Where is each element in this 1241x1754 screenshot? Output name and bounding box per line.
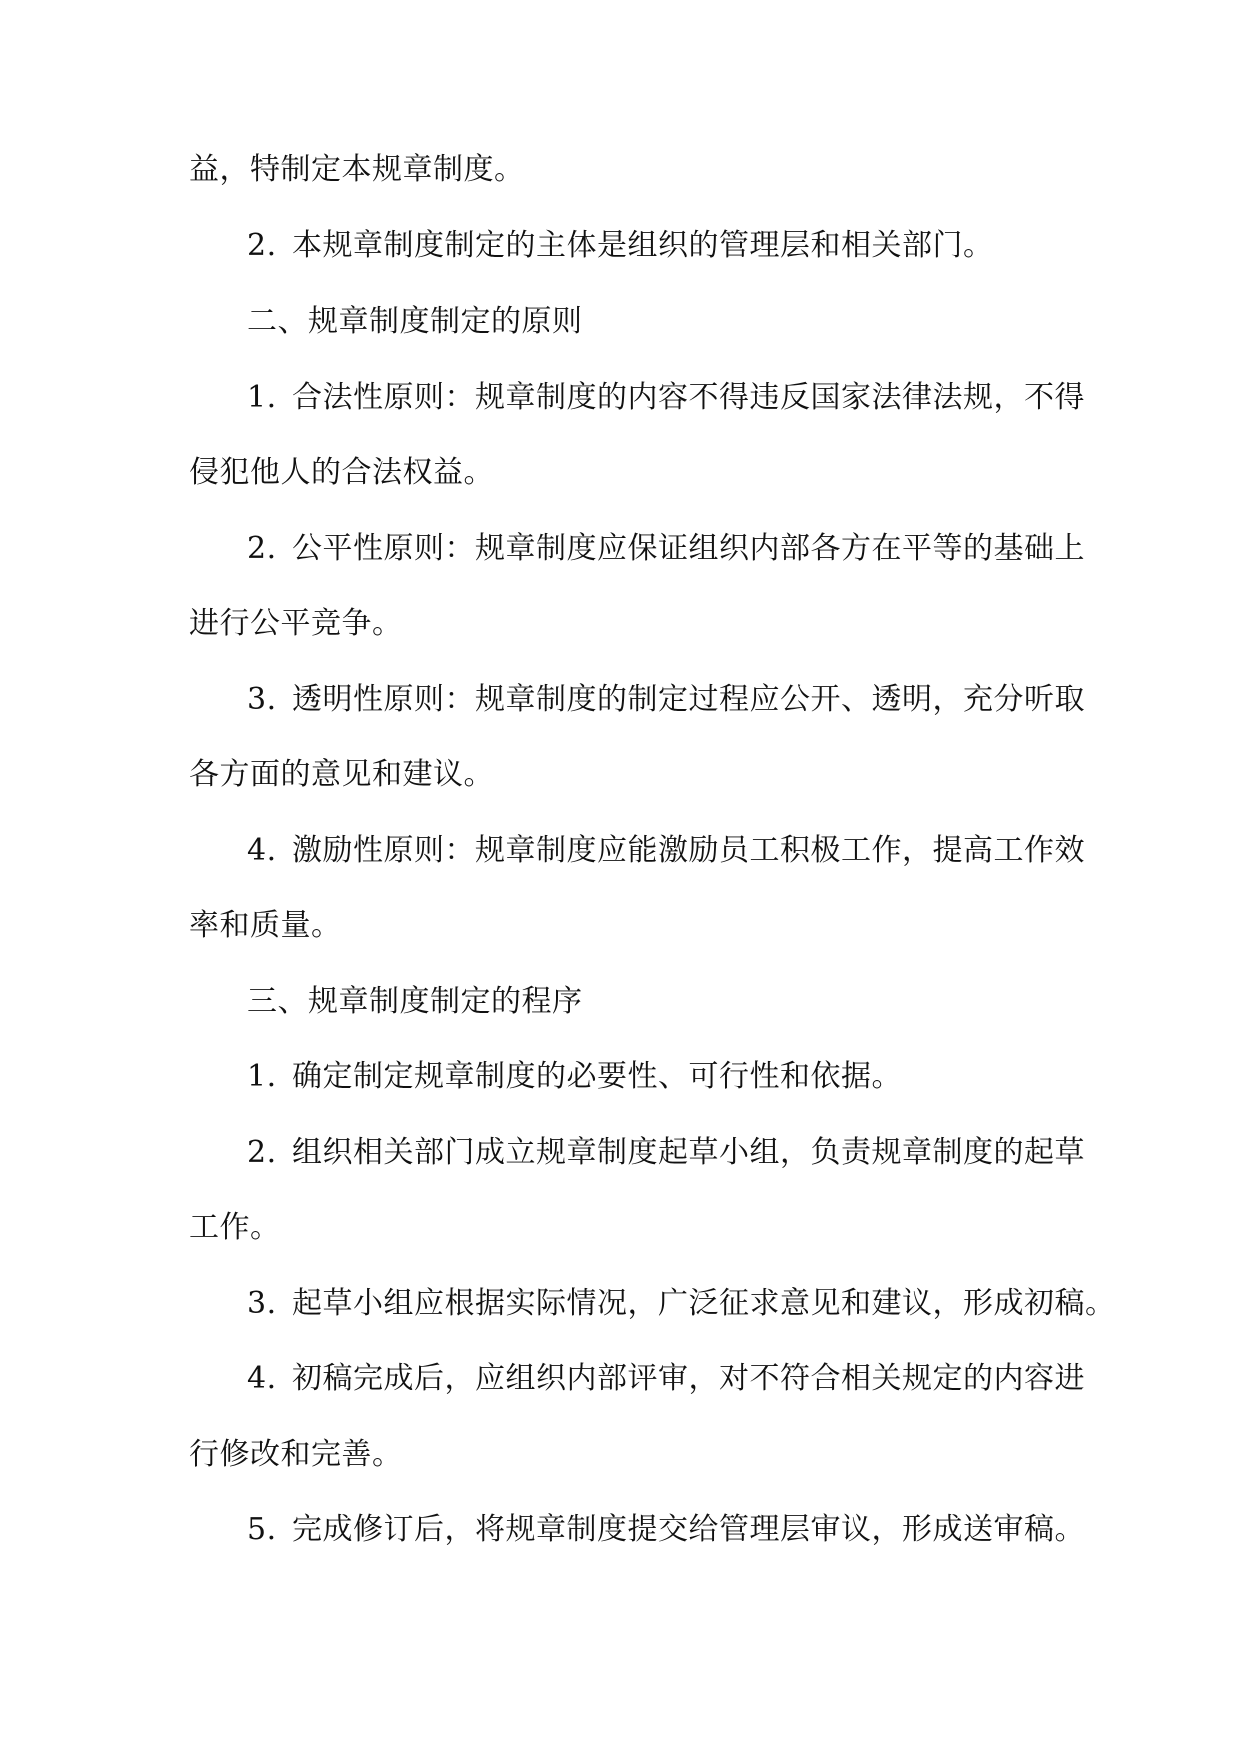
- list-item-line: [0, 1359, 1241, 1399]
- paragraph-line: [0, 1208, 1241, 1248]
- paragraph-line: [0, 755, 1241, 795]
- paragraph-line: [0, 453, 1241, 493]
- line-text: 起草小组应根据实际情况，广泛征求意见和建议，形成初稿。: [292, 1286, 1116, 1321]
- list-number: 2.: [247, 531, 277, 566]
- paragraph-line: [0, 150, 1241, 190]
- list-item-line: [0, 378, 1241, 418]
- line-text: 公平性原则：规章制度应保证组织内部各方在平等的基础上: [292, 531, 1085, 566]
- list-number: 3.: [247, 682, 277, 717]
- list-item-line: [0, 1133, 1241, 1173]
- line-text: 益，特制定本规章制度。: [189, 152, 525, 187]
- heading-text: 三、规章制度制定的程序: [247, 984, 583, 1019]
- list-item-line: [0, 831, 1241, 871]
- list-item-line: [0, 529, 1241, 569]
- list-number: 3.: [247, 1286, 277, 1321]
- list-item-line: [0, 1057, 1241, 1097]
- list-number: 2.: [247, 1135, 277, 1170]
- paragraph-line: [0, 906, 1241, 946]
- line-text: 完成修订后，将规章制度提交给管理层审议，形成送审稿。: [292, 1512, 1085, 1547]
- line-text: 侵犯他人的合法权益。: [189, 455, 494, 490]
- list-item-line: [0, 226, 1241, 266]
- list-number: 1.: [247, 1059, 277, 1094]
- line-text: 率和质量。: [189, 908, 342, 943]
- list-number: 4.: [247, 833, 277, 868]
- line-text: 行修改和完善。: [189, 1437, 403, 1472]
- line-text: 合法性原则：规章制度的内容不得违反国家法律法规，不得: [292, 380, 1085, 415]
- list-number: 2.: [247, 228, 277, 263]
- list-item-line: [0, 1284, 1241, 1324]
- line-text: 组织相关部门成立规章制度起草小组，负责规章制度的起草: [292, 1135, 1085, 1170]
- list-number: 5.: [247, 1512, 277, 1547]
- list-number: 1.: [247, 380, 277, 415]
- line-text: 本规章制度制定的主体是组织的管理层和相关部门。: [292, 228, 994, 263]
- line-text: 激励性原则：规章制度应能激励员工积极工作，提高工作效: [292, 833, 1085, 868]
- paragraph-line: [0, 604, 1241, 644]
- heading-text: 二、规章制度制定的原则: [247, 304, 583, 339]
- list-item-line: [0, 680, 1241, 720]
- list-number: 4.: [247, 1361, 277, 1396]
- line-text: 工作。: [189, 1210, 281, 1245]
- section-heading: [0, 302, 1241, 342]
- line-text: 各方面的意见和建议。: [189, 757, 494, 792]
- list-item-line: [0, 1510, 1241, 1550]
- line-text: 确定制定规章制度的必要性、可行性和依据。: [292, 1059, 902, 1094]
- paragraph-line: [0, 1435, 1241, 1475]
- line-text: 进行公平竞争。: [189, 606, 403, 641]
- line-text: 初稿完成后，应组织内部评审，对不符合相关规定的内容进: [292, 1361, 1085, 1396]
- line-text: 透明性原则：规章制度的制定过程应公开、透明，充分听取: [292, 682, 1085, 717]
- section-heading: [0, 982, 1241, 1022]
